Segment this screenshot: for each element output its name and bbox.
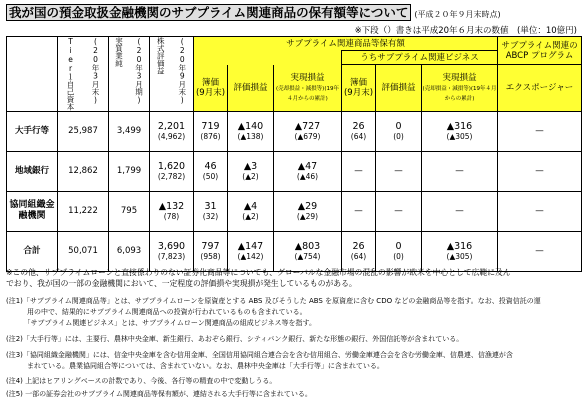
header-sp-group: サブプライム関連商品等保有額	[194, 37, 498, 51]
cell-b-unreal: —	[376, 151, 422, 191]
cell-b-unreal: 0 (0)	[376, 111, 422, 151]
note-main-2: でおり、我が国の一部の金融機関において、一定程度の評価損や実現損が発生しているものがある。	[6, 279, 357, 288]
cell-book: 31 (32)	[194, 191, 228, 231]
table-row	[7, 151, 582, 191]
header-exposure: エクスポージャー	[498, 65, 582, 111]
holdings-table	[6, 36, 582, 272]
cell-stock: 1,620 (2,782)	[150, 151, 194, 191]
cell-real: ▲727 (▲679)	[274, 111, 342, 151]
header-book: 簿価 (9月末)	[194, 65, 228, 111]
cell-abcp: —	[498, 191, 582, 231]
title-date: (平成２０年９月末時点)	[414, 10, 501, 19]
cell-b-unreal: 0 (0)	[376, 231, 422, 271]
cell-tier1: 25,987	[58, 111, 109, 151]
header-sp-business: うちサブプライム関連ビジネス	[342, 51, 498, 65]
page-title: 我が国の預金取扱金融機関のサブプライム関連商品の保有額等について	[6, 4, 411, 21]
header-b-book: 簿価 (9月末)	[342, 65, 376, 111]
cell-unreal: ▲140 (▲138)	[228, 111, 274, 151]
header-business: 実質業純 (20年3月期)	[109, 37, 150, 112]
header-realized: 実現損益 (売却損益・減損等)(19年４月からの累計)	[274, 65, 342, 111]
note-1-b: 用の中で、結果的にサブプライム関連商品への投資が行われているものも含まれている。	[6, 308, 307, 316]
note-3-b: まれている。農業協同組合等については、含まれていない。なお、農林中央金庫は「大手行等」に含まれている。	[6, 362, 384, 370]
cell-unreal: ▲3 (▲2)	[228, 151, 274, 191]
cell-abcp: —	[498, 231, 582, 271]
cell-real: ▲29 (▲29)	[274, 191, 342, 231]
note-1-c: 「サブプライム関連ビジネス」とは、サブプライムローン関連商品の組成ビジネス等を指す。	[6, 319, 316, 327]
cell-unreal: ▲4 (▲2)	[228, 191, 274, 231]
cell-b-real: ▲316 (▲305)	[422, 231, 498, 271]
table-row	[7, 111, 582, 151]
unit-note: ※下段（）書きは平成20年６月末の数値 (単位：10億円)	[354, 26, 577, 36]
row-label: 合計	[7, 231, 58, 271]
cell-book: 46 (50)	[194, 151, 228, 191]
note-5: (注5) 一部の証券会社のサブプライム関連商品等保有額が、連結される大手行等に含まれている。	[6, 390, 312, 398]
header-b-unrealized: 評価損益	[376, 65, 422, 111]
cell-b-unreal: —	[376, 191, 422, 231]
cell-unreal: ▲147 (▲142)	[228, 231, 274, 271]
cell-real: ▲47 (▲46)	[274, 151, 342, 191]
title-block	[6, 4, 501, 21]
cell-stock: 3,690 (7,823)	[150, 231, 194, 271]
header-stock: 株式評価益 (20年9月末)	[150, 37, 194, 112]
row-label: 地域銀行	[7, 151, 58, 191]
cell-business: 6,093	[109, 231, 150, 271]
sp-group-spacer	[194, 51, 342, 65]
header-abcp: サブプライム関連のABCP プログラム	[498, 37, 582, 65]
cell-book: 719 (876)	[194, 111, 228, 151]
table-row-total	[7, 231, 582, 271]
note-3-a: (注3)「協同組織金融機関」には、信金中央金庫を含む信用金庫、全国信用協同組合連合会を含む信用組合、労働金庫連合会を含む労働金庫、信農連、信漁連が含	[6, 351, 513, 359]
cell-b-real: —	[422, 191, 498, 231]
note-main-1: ※この他、サブプライムローンと直接係わりのない証券化商品等についても、グローバルな金融市場の混乱の影響が欧米を中心として広範に及ん	[6, 268, 511, 277]
cell-business: 1,799	[109, 151, 150, 191]
cell-abcp: —	[498, 111, 582, 151]
header-unrealized: 評価損益	[228, 65, 274, 111]
cell-stock: ▲132 (78)	[150, 191, 194, 231]
note-1-a: (注1)「サブプライム関連商品等」とは、サブプライムローンを原資産とする ABS 及びそうした ABS を原資産に含む CDO などの金融商品等を指す。なお、投資信託の運	[6, 297, 541, 305]
cell-b-book: 26 (64)	[342, 231, 376, 271]
corner-cell	[7, 37, 58, 112]
cell-real: ▲803 (▲754)	[274, 231, 342, 271]
cell-b-real: ▲316 (▲305)	[422, 111, 498, 151]
cell-business: 3,499	[109, 111, 150, 151]
header-tier1: Tier１自己資本 (20年3月末)	[58, 37, 109, 112]
header-b-realized: 実現損益 (売却損益・減損等)(19年４月からの累計)	[422, 65, 498, 111]
table-row	[7, 191, 582, 231]
cell-book: 797 (958)	[194, 231, 228, 271]
note-4: (注4) 上記はヒアリングベースの計数であり、今後、各行等の精査の中で変動しうる。	[6, 377, 277, 385]
cell-b-book: 26 (64)	[342, 111, 376, 151]
cell-b-book: —	[342, 151, 376, 191]
row-label: 大手行等	[7, 111, 58, 151]
row-label: 協同組織金融機関	[7, 191, 58, 231]
cell-b-real: —	[422, 151, 498, 191]
cell-abcp: —	[498, 151, 582, 191]
cell-b-book: —	[342, 191, 376, 231]
cell-business: 795	[109, 191, 150, 231]
note-2: (注2)「大手行等」には、主要行、農林中央金庫、新生銀行、あおぞら銀行、シティバンク銀行、新たな形態の銀行、外国信託等が含まれている。	[6, 335, 464, 343]
cell-tier1: 11,222	[58, 191, 109, 231]
cell-tier1: 12,862	[58, 151, 109, 191]
cell-tier1: 50,071	[58, 231, 109, 271]
cell-stock: 2,201 (4,962)	[150, 111, 194, 151]
